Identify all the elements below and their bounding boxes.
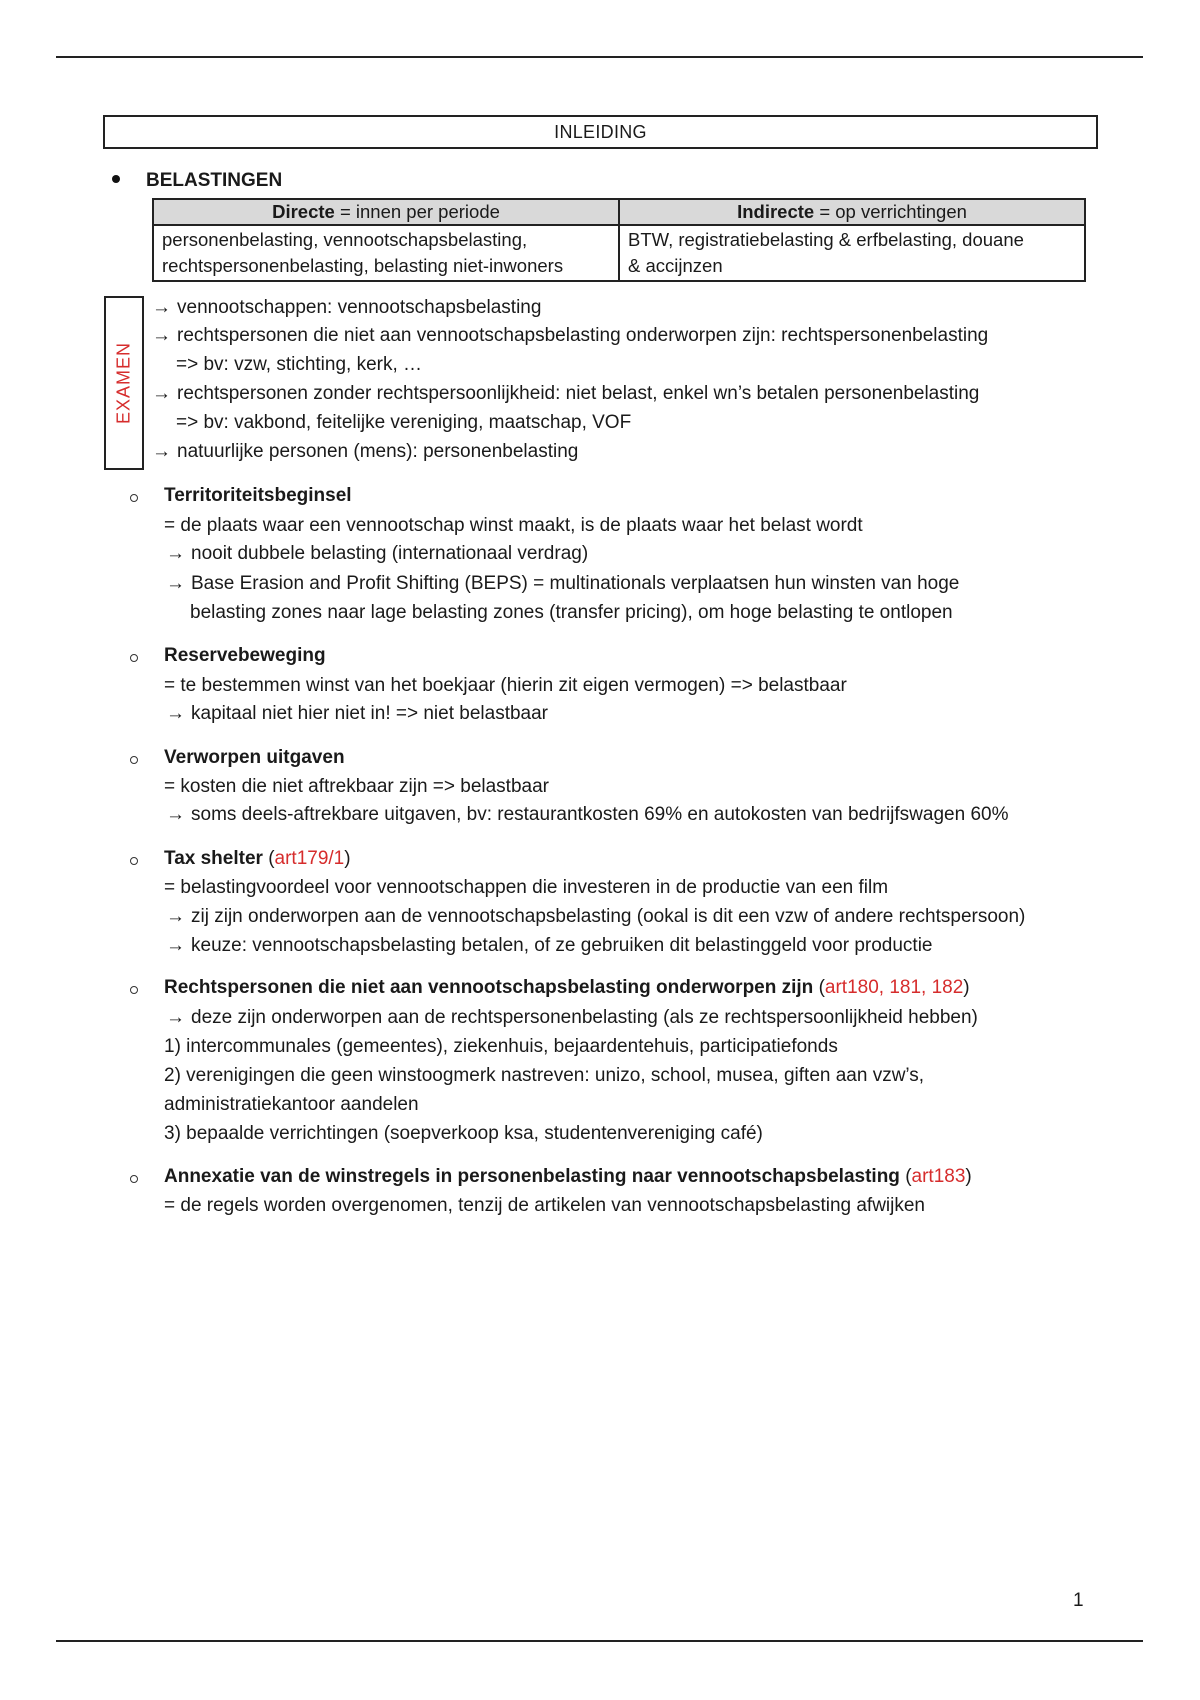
- section-line: → keuze: vennootschapsbelasting betalen, of ze gebruiken dit belastinggeld voor productie: [166, 935, 933, 956]
- article-reference: art183: [911, 1166, 966, 1187]
- section-title: Verworpen uitgaven: [164, 747, 345, 768]
- examen-box: [104, 296, 144, 470]
- examen-line: => bv: vakbond, feitelijke vereniging, maatschap, VOF: [176, 412, 632, 433]
- bottom-rule: [56, 1640, 1143, 1642]
- section-title: Territoriteitsbeginsel: [164, 485, 352, 506]
- circle-bullet-icon: [130, 756, 138, 764]
- section-line: → zij zijn onderworpen aan de vennootschapsbelasting (ookal is dit een vzw of andere rechtspersoon): [166, 906, 1026, 927]
- section-line: = belastingvoordeel voor vennootschappen die investeren in de productie van een film: [164, 877, 889, 898]
- circle-bullet-icon: [130, 654, 138, 662]
- circle-bullet-icon: [130, 494, 138, 502]
- article-reference: art179/1: [274, 848, 345, 869]
- section-line: → deze zijn onderworpen aan de rechtspersonenbelasting (als ze rechtspersoonlijkheid hebben): [166, 1007, 978, 1028]
- arrow-icon: →: [152, 383, 171, 404]
- section-title: Reservebeweging: [164, 645, 326, 666]
- arrow-icon: →: [152, 441, 171, 462]
- arrow-icon: →: [166, 573, 185, 594]
- tax-table: [152, 198, 1086, 282]
- section-line: 3) bepaalde verrichtingen (soepverkoop ksa, studentenvereniging café): [164, 1123, 763, 1144]
- examen-line: => bv: vzw, stichting, kerk, …: [176, 354, 423, 375]
- arrow-icon: →: [152, 325, 171, 346]
- arrow-icon: →: [152, 297, 171, 318]
- arrow-icon: →: [166, 543, 185, 564]
- bullet-icon: [112, 175, 120, 183]
- section-line: = de regels worden overgenomen, tenzij de artikelen van vennootschapsbelasting afwijken: [164, 1195, 926, 1216]
- section-line: → Base Erasion and Profit Shifting (BEPS) = multinationals verplaatsen hun winsten van hoge: [166, 573, 960, 594]
- section-line: belasting zones naar lage belasting zones (transfer pricing), om hoge belasting te ontlopen: [190, 602, 953, 623]
- section-title: Rechtspersonen die niet aan vennootschapsbelasting onderworpen zijn (art180, 181, 182): [164, 977, 970, 998]
- circle-bullet-icon: [130, 986, 138, 994]
- top-rule: [56, 56, 1143, 58]
- arrow-icon: →: [166, 935, 185, 956]
- examen-line: → rechtspersonen die niet aan vennootschapsbelasting onderworpen zijn: rechtspersonenbelasting: [152, 325, 989, 346]
- article-reference: art180, 181, 182: [824, 977, 964, 998]
- arrow-icon: →: [166, 804, 185, 825]
- arrow-icon: →: [166, 1007, 185, 1028]
- section-line: → kapitaal niet hier niet in! => niet belastbaar: [166, 703, 549, 724]
- belastingen-heading: BELASTINGEN: [112, 170, 282, 192]
- examen-label: EXAMEN: [113, 341, 134, 425]
- examen-line: → natuurlijke personen (mens): personenbelasting: [152, 441, 579, 462]
- section-line: 1) intercommunales (gemeentes), ziekenhuis, bejaardentehuis, participatiefonds: [164, 1036, 838, 1057]
- examen-line: → vennootschappen: vennootschapsbelasting: [152, 297, 542, 318]
- examen-line: → rechtspersonen zonder rechtspersoonlijkheid: niet belast, enkel wn’s betalen personenbelasting: [152, 383, 980, 404]
- circle-bullet-icon: [130, 857, 138, 865]
- section-line: = kosten die niet aftrekbaar zijn => belastbaar: [164, 776, 549, 797]
- table-cell-indirecte: BTW, registratiebelasting & erfbelasting, douane & accijnzen: [619, 225, 1085, 281]
- arrow-icon: →: [166, 703, 185, 724]
- table-header-directe: Directe = innen per periode: [153, 199, 619, 225]
- table-header-indirecte: Indirecte = op verrichtingen: [619, 199, 1085, 225]
- section-line: = de plaats waar een vennootschap winst maakt, is de plaats waar het belast wordt: [164, 515, 863, 536]
- section-title: Tax shelter (art179/1): [164, 848, 351, 869]
- page-number: 1: [1073, 1590, 1084, 1611]
- section-line: → soms deels-aftrekbare uitgaven, bv: restaurantkosten 69% en autokosten van bedrijfswagen 60%: [166, 804, 1009, 825]
- section-line: = te bestemmen winst van het boekjaar (hierin zit eigen vermogen) => belastbaar: [164, 675, 847, 696]
- table-cell-directe: personenbelasting, vennootschapsbelasting, rechtspersonenbelasting, belasting niet-inwoners: [153, 225, 619, 281]
- section-line: 2) verenigingen die geen winstoogmerk nastreven: unizo, school, musea, giften aan vzw’s,: [164, 1065, 925, 1086]
- page-title: INLEIDING: [103, 115, 1098, 149]
- section-title: Annexatie van de winstregels in personenbelasting naar vennootschapsbelasting (art183): [164, 1166, 972, 1187]
- arrow-icon: →: [166, 906, 185, 927]
- section-line: → nooit dubbele belasting (internationaal verdrag): [166, 543, 589, 564]
- section-line: administratiekantoor aandelen: [164, 1094, 419, 1115]
- circle-bullet-icon: [130, 1175, 138, 1183]
